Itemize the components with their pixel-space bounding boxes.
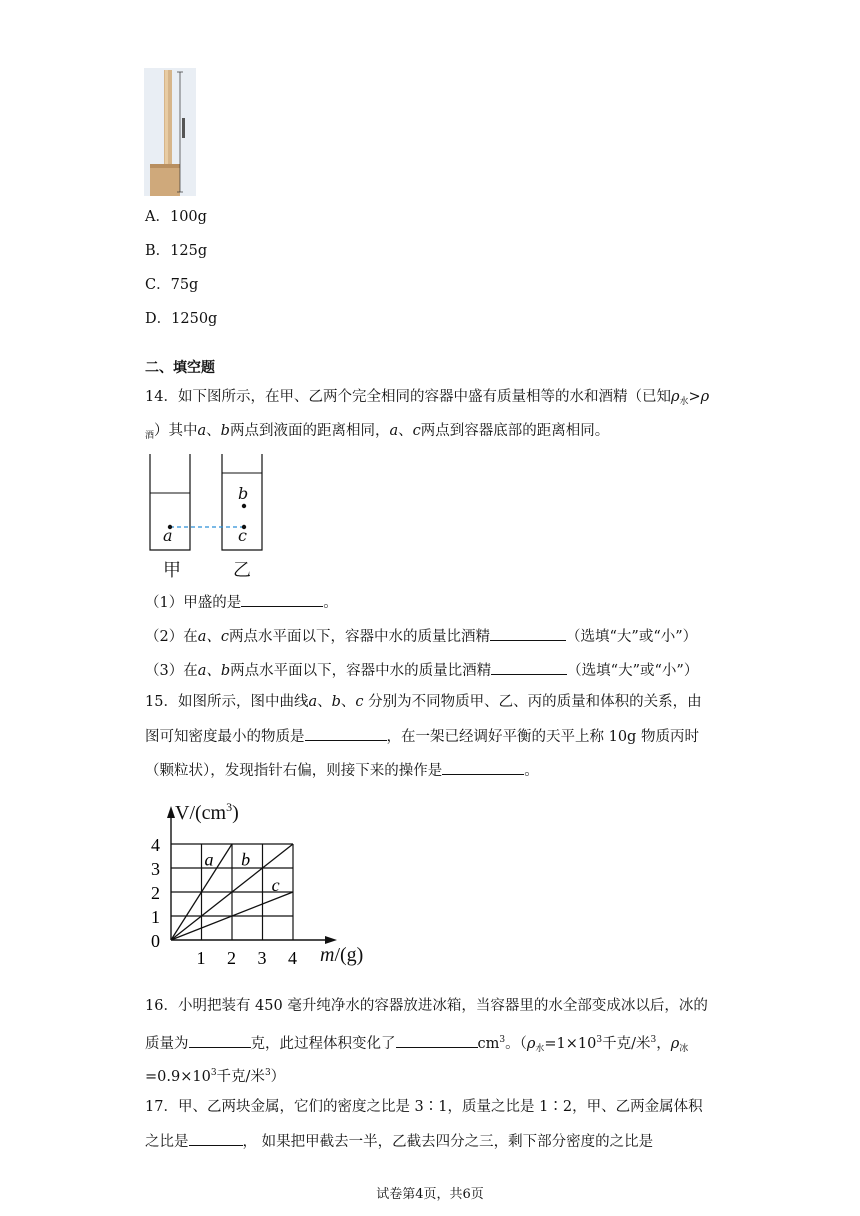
- x-axis-arrow: [325, 936, 337, 944]
- q17-line2: 之比是 ， 如果把甲截去一半，乙截去四分之三，剩下部分密度的之比是: [145, 1131, 653, 1152]
- y-tick-label: 2: [151, 883, 160, 903]
- q16-line3: $=0.9\times 10^3$千克/米$^3$）: [145, 1068, 286, 1085]
- y-tick-label: 4: [151, 835, 160, 855]
- option-a: A．100g: [145, 209, 207, 225]
- q14-sub3: （3）在a、b两点水平面以下，容器中水的质量比酒精 （选填“大”或“小”）: [145, 660, 698, 681]
- point-a-label: a: [163, 526, 173, 545]
- q15-line1: 15．如图所示，图中曲线a、b、c 分别为不同物质甲、乙、丙的质量和体积的关系，由: [145, 694, 702, 710]
- x-axis-label: m/(g): [320, 944, 364, 966]
- y-tick-label: 1: [151, 907, 160, 927]
- q16-line2: 质量为 克，此过程体积变化了 $cm^3$。（$\rho_水=1\times 10^3$千克/米$^3$，$\rho_冰$: [145, 1035, 689, 1054]
- x-tick-label: 3: [257, 948, 267, 968]
- q14-line1: 14．如下图所示，在甲、乙两个完全相同的容器中盛有质量相等的水和酒精（已知$\rho_水>\rho$: [145, 389, 710, 407]
- section-title: 二、填空题: [145, 360, 215, 376]
- q15-line2: 图可知密度最小的物质是 ，在一架已经调好平衡的天平上称 10g 物质丙时: [145, 726, 699, 747]
- y-axis-label: $V/(cm^3)$: [175, 800, 239, 824]
- point-b-label: b: [238, 484, 249, 503]
- mass-volume-chart: [145, 800, 385, 975]
- q14-sub2: （2）在a、c两点水平面以下，容器中水的质量比酒精 （选填“大”或“小”）: [145, 626, 697, 647]
- series-label-c: c: [271, 874, 280, 895]
- option-b: B．125g: [145, 243, 208, 259]
- y-tick-label: 3: [151, 859, 160, 879]
- page-footer: 试卷第4页，共6页: [376, 1187, 484, 1202]
- containers-diagram: [145, 452, 270, 582]
- x-tick-label: 1: [196, 948, 206, 968]
- container-jia-label: 甲: [163, 560, 181, 581]
- apparatus-photo: [144, 68, 196, 196]
- container-yi-label: 乙: [233, 560, 251, 581]
- q17-line1: 17．甲、乙两块金属，它们的密度之比是 3∶1，质量之比是 1∶2，甲、乙两金属体积: [145, 1099, 703, 1115]
- series-label-a: a: [204, 849, 214, 870]
- q16-line1: 16．小明把装有 450 毫升纯净水的容器放进冰箱，当容器里的水全部变成冰以后，冰的: [145, 998, 708, 1014]
- q14-line2: $_酒$）其中a、b两点到液面的距离相同，a、c两点到容器底部的距离相同。: [145, 423, 610, 441]
- point-c-label: c: [238, 526, 247, 545]
- series-label-b: b: [241, 849, 251, 870]
- q15-line3: （颗粒状），发现指针右偏，则接下来的操作是 。: [145, 760, 539, 781]
- y-axis-arrow: [167, 806, 175, 818]
- x-tick-label: 4: [288, 948, 297, 968]
- x-tick-label: 2: [227, 948, 236, 968]
- option-c: C．75g: [145, 277, 199, 293]
- q14-sub1: （1）甲盛的是 。: [145, 592, 338, 613]
- y-tick-label: 0: [151, 931, 160, 951]
- option-d: D．1250g: [145, 311, 218, 327]
